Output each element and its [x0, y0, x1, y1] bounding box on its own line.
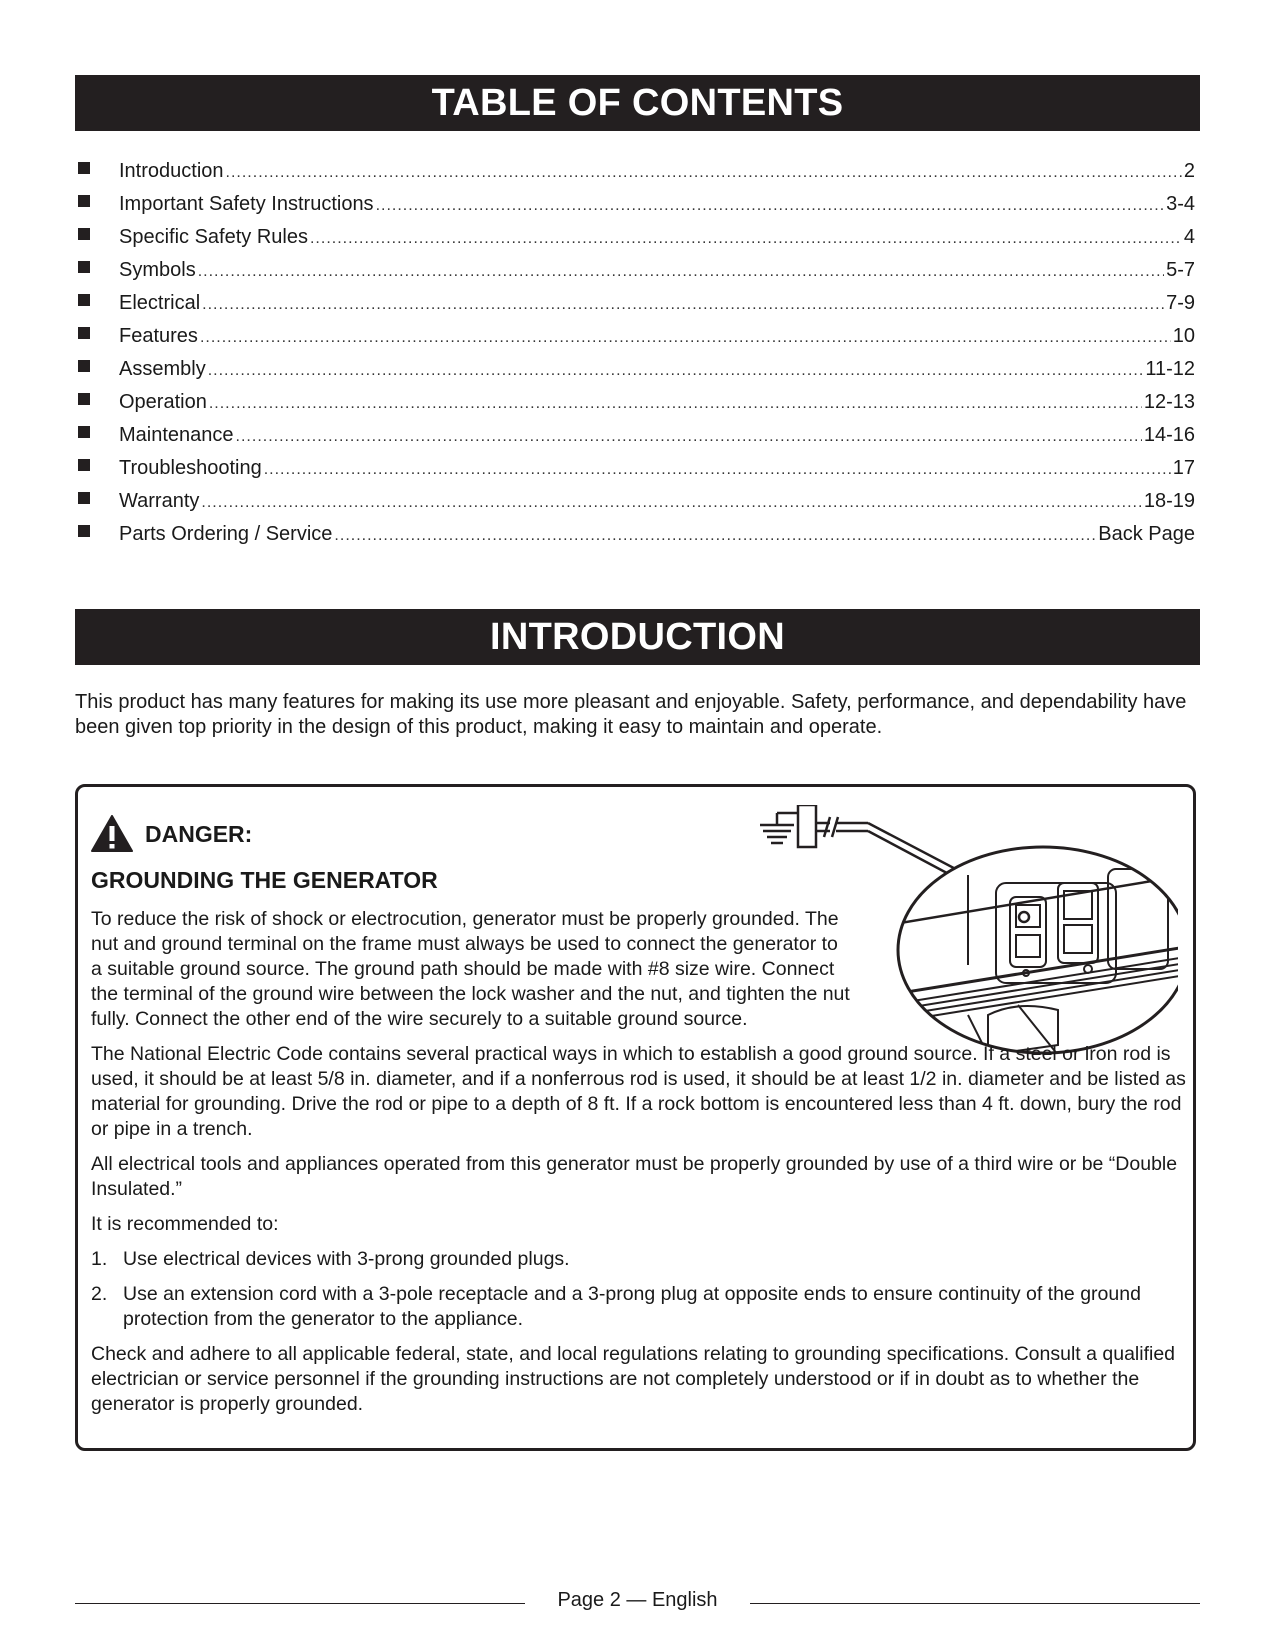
toc-item[interactable] [75, 490, 1195, 523]
toc-item-title: Troubleshooting [119, 457, 262, 479]
danger-subheading: GROUNDING THE GENERATOR [91, 867, 438, 893]
toc-item-title: Symbols [119, 259, 196, 281]
toc-item-page: 12-13 [1143, 391, 1195, 413]
toc-item-page: 4 [1183, 226, 1195, 248]
toc-item[interactable] [75, 391, 1195, 424]
toc-item-title: Specific Safety Rules [119, 226, 308, 248]
list-number: 1. [91, 1248, 108, 1270]
toc-item-page: 18-19 [1143, 490, 1195, 512]
toc-item-title: Maintenance [119, 424, 234, 446]
page-footer [75, 1586, 1200, 1616]
toc-list [75, 160, 1195, 556]
toc-item-page: 11-12 [1145, 358, 1195, 380]
introduction-heading: INTRODUCTION [75, 609, 1200, 665]
dot-leader [202, 296, 1164, 314]
danger-paragraph: All electrical tools and appliances operated from this generator must be properly grounded by use of a third wire or be “Double Insulated.” [91, 1153, 1178, 1200]
dot-leader [334, 527, 1096, 545]
square-bullet-icon [78, 525, 90, 537]
toc-item[interactable] [75, 457, 1195, 490]
danger-body [91, 907, 1191, 1427]
toc-item[interactable] [75, 259, 1195, 292]
dot-leader [376, 197, 1165, 215]
introduction-text: This product has many features for making its use more pleasant and enjoyable. Safety, performance, and dependability have been given top priority in the design of this product, making it easy to maintain and operate. [75, 691, 1187, 738]
toc-item-page: 7-9 [1166, 292, 1195, 314]
danger-box [75, 784, 1196, 1451]
toc-item-page: Back Page [1098, 523, 1195, 545]
square-bullet-icon [78, 459, 90, 471]
toc-item-title: Operation [119, 391, 207, 413]
dot-leader [209, 395, 1142, 413]
square-bullet-icon [78, 162, 90, 174]
square-bullet-icon [78, 492, 90, 504]
square-bullet-icon [78, 393, 90, 405]
footer-rule-right [750, 1603, 1200, 1604]
toc-item[interactable] [75, 226, 1195, 259]
footer-page-label: Page 2 — English [557, 1589, 718, 1611]
danger-label: DANGER: [145, 820, 253, 847]
square-bullet-icon [78, 327, 90, 339]
square-bullet-icon [78, 426, 90, 438]
toc-heading: TABLE OF CONTENTS [75, 75, 1200, 131]
toc-item-title: Parts Ordering / Service [119, 523, 333, 545]
toc-item-title: Assembly [119, 358, 206, 380]
list-item-text: Use an extension cord with a 3-pole receptacle and a 3-prong plug at opposite ends to ensure continuity of the ground protection from the generator to the appliance. [123, 1283, 1141, 1330]
danger-header [91, 815, 252, 853]
dot-leader [236, 428, 1142, 446]
toc-item-title: Important Safety Instructions [119, 193, 374, 215]
toc-item[interactable] [75, 358, 1195, 391]
toc-item-page: 3-4 [1166, 193, 1195, 215]
toc-item[interactable] [75, 292, 1195, 325]
square-bullet-icon [78, 261, 90, 273]
toc-item-page: 2 [1183, 160, 1195, 182]
dot-leader [264, 461, 1171, 479]
danger-paragraph: The National Electric Code contains several practical ways in which to establish a good ground source. If a steel or iron rod is used, it should be at least 5/8 in. diameter, and if a nonferrous rod is used, it should be at least 1/2 in. diameter and be listed as material for grounding. Drive the rod or pipe to a depth of 8 ft. If a rock bottom is encountered less than 4 ft. down, bury the rod or pipe in a trench. [91, 1043, 1186, 1140]
ground-symbol-icon [760, 813, 798, 843]
square-bullet-icon [78, 195, 90, 207]
warning-triangle-icon [91, 815, 133, 853]
toc-item[interactable] [75, 325, 1195, 358]
numbered-list-item [91, 1247, 1191, 1272]
danger-paragraph: Check and adhere to all applicable federal, state, and local regulations relating to grounding specifications. Consult a qualified electrician or service personnel if the grounding instructions are not completely understood or if in doubt as to whether the generator is properly grounded. [91, 1343, 1176, 1415]
toc-item-title: Introduction [119, 160, 224, 182]
numbered-list-item [91, 1282, 1191, 1332]
toc-item-page: 5-7 [1166, 259, 1195, 281]
square-bullet-icon [78, 360, 90, 372]
danger-paragraph: It is recommended to: [91, 1213, 279, 1235]
dot-leader [208, 362, 1144, 380]
danger-paragraph: To reduce the risk of shock or electrocution, generator must be properly grounded. The nut and ground terminal on the frame must always be used to connect the generator to a suitable ground source. The ground path should be made with #8 size wire. Connect the terminal of the ground wire between the lock washer and the nut, and tighten the nut fully. Connect the other end of the wire securely to a suitable ground source. [91, 908, 850, 1030]
dot-leader [226, 164, 1182, 182]
toc-item-page: 10 [1172, 325, 1195, 347]
dot-leader [198, 263, 1164, 281]
toc-item-page: 17 [1172, 457, 1195, 479]
square-bullet-icon [78, 228, 90, 240]
list-number: 2. [91, 1283, 108, 1305]
dot-leader [201, 494, 1141, 512]
toc-item[interactable] [75, 160, 1195, 193]
dot-leader [310, 230, 1182, 248]
list-item-text: Use electrical devices with 3-prong grounded plugs. [123, 1248, 570, 1270]
toc-item[interactable] [75, 193, 1195, 226]
square-bullet-icon [78, 294, 90, 306]
toc-item[interactable] [75, 424, 1195, 457]
toc-item-title: Features [119, 325, 198, 347]
toc-item-title: Electrical [119, 292, 201, 314]
toc-item[interactable] [75, 523, 1195, 556]
dot-leader [200, 329, 1171, 347]
toc-item-page: 14-16 [1143, 424, 1195, 446]
toc-item-title: Warranty [119, 490, 200, 512]
